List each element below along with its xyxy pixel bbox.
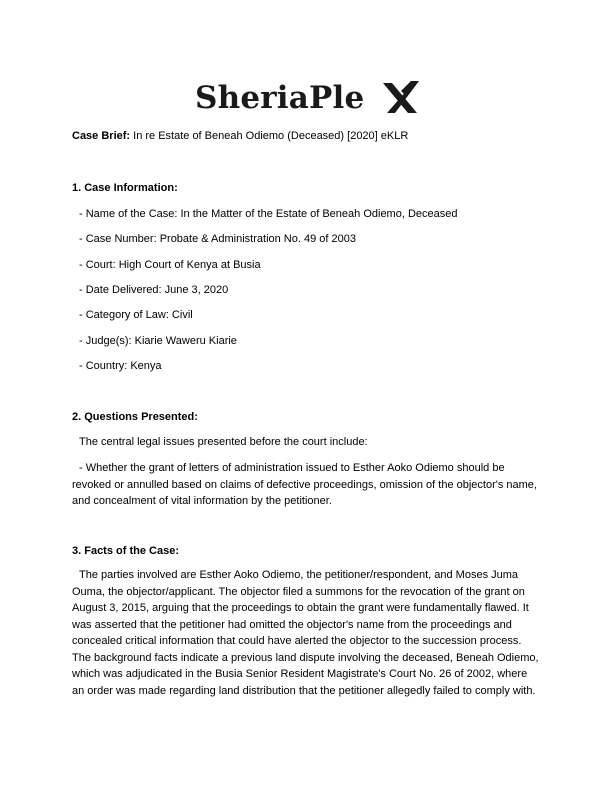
questions-intro: The central legal issues presented before the court include:: [79, 436, 368, 448]
logo-text: SheriaPle: [195, 80, 365, 116]
facts-body: The parties involved are Esther Aoko Odiemo, the petitioner/respondent, and Moses Juma Ouma, the objector/applicant. The objector filed a summons for the revocation of the grant on August 3, 2015, arguing that the proceedings to obtain the grant were fundamentally flawed. It was asserted that the petitioner had omitted the objector's name from the proceedings and concealed critical information that could have alerted the objector to the succession process. The background facts indicate a previous land dispute involving the deceased, Beneah Odiemo, which was adjudicated in the Busia Senior Resident Magistrate's Court No. 26 of 2002, where an order was made regarding land distribution that the petitioner allegedly failed to comply with.: [72, 569, 539, 697]
sheriaplex-logo: [195, 76, 420, 120]
case-brief-title: In re Estate of Beneah Odiemo (Deceased) [2020] eKLR: [130, 130, 409, 142]
logo-x-mark-icon: [381, 79, 419, 117]
section-heading-questions-presented: 2. Questions Presented:: [72, 411, 198, 423]
case-info-item: - Court: High Court of Kenya at Busia: [79, 259, 261, 271]
section-heading-facts: 3. Facts of the Case:: [72, 545, 179, 557]
case-info-item: - Name of the Case: In the Matter of the Estate of Beneah Odiemo, Deceased: [79, 208, 458, 220]
case-info-item: - Date Delivered: June 3, 2020: [79, 284, 229, 296]
questions-issue: - Whether the grant of letters of administration issued to Esther Aoko Odiemo should be revoked or annulled based on claims of defective proceedings, omission of the objector's name, and concealment of vital information by the petitioner.: [72, 462, 537, 507]
case-info-item: - Case Number: Probate & Administration No. 49 of 2003: [79, 233, 356, 245]
case-brief-label: Case Brief:: [72, 130, 131, 142]
case-info-item: - Country: Kenya: [79, 360, 162, 372]
case-info-item: - Judge(s): Kiarie Waweru Kiarie: [79, 335, 237, 347]
case-brief: [72, 130, 408, 142]
section-heading-case-information: 1. Case Information:: [72, 182, 178, 194]
case-info-item: - Category of Law: Civil: [79, 309, 193, 321]
